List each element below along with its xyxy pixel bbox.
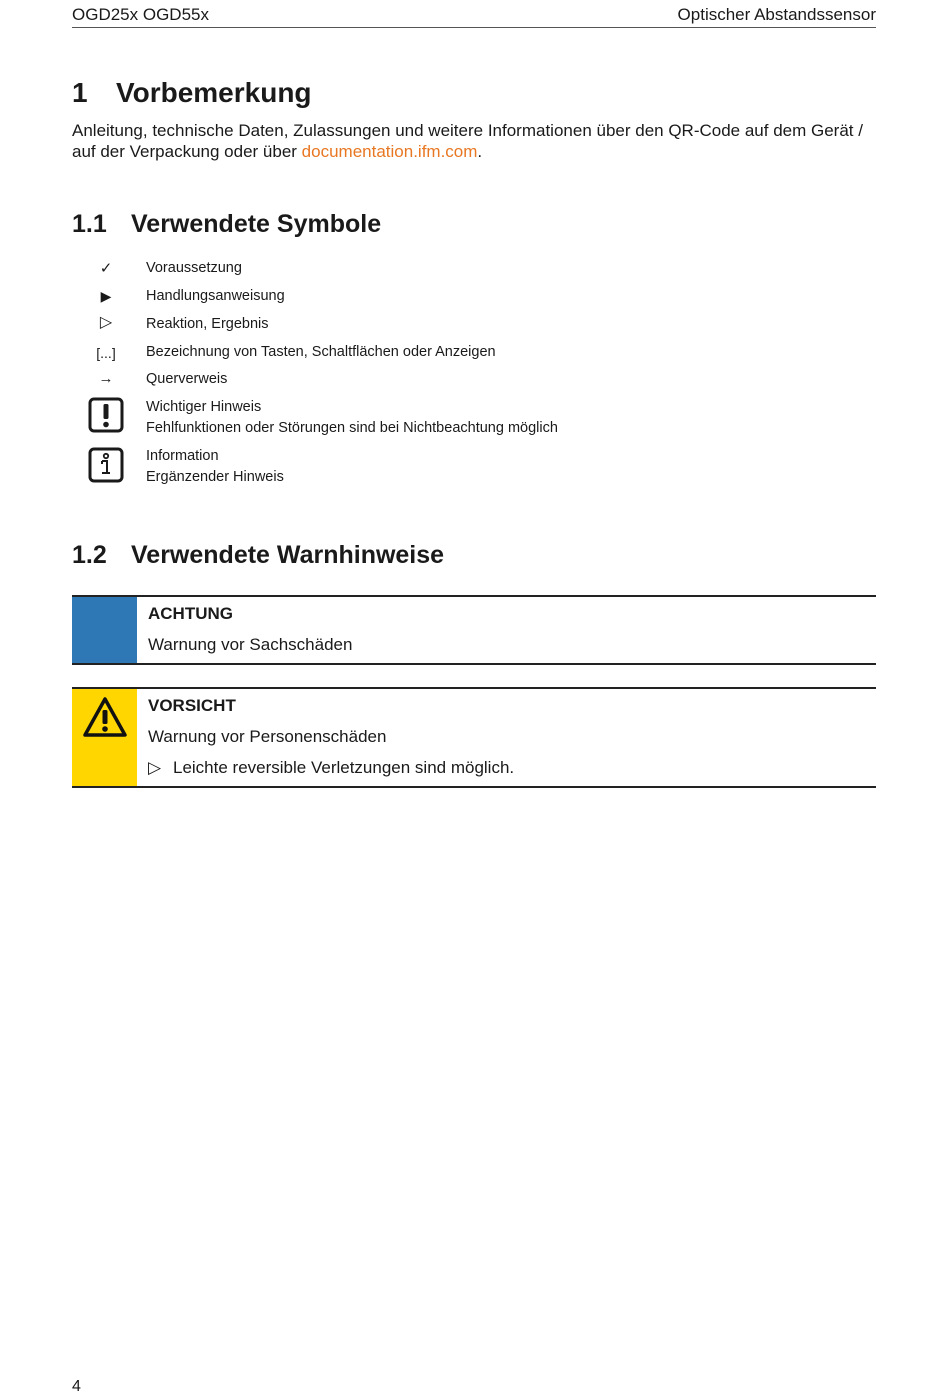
notice-description: Warnung vor Personenschäden [148, 727, 387, 746]
symbol-row-information [72, 446, 876, 488]
notice-color-bar [72, 597, 137, 663]
warning-notice-achtung [72, 595, 876, 665]
symbol-row-labels [72, 342, 876, 363]
intro-paragraph [72, 120, 876, 162]
section-1-heading [72, 76, 312, 110]
symbol-description: Information Ergänzender Hinweis [146, 448, 284, 485]
section-1-1-heading [72, 209, 381, 239]
warning-triangle-icon [82, 696, 128, 738]
page-number: 4 [72, 1378, 81, 1395]
symbol-description: Wichtiger Hinweis Fehlfunktionen oder Störungen sind bei Nichtbeachtung möglich [146, 399, 558, 436]
documentation-link[interactable]: documentation.ifm.com [301, 142, 478, 161]
play-outline-icon: ▷ [99, 314, 113, 331]
intro-text: Anleitung, technische Daten, Zulassungen und weitere Informationen über den QR-Code auf dem Gerät / auf der Verpackung oder über [72, 121, 863, 161]
play-filled-icon: ▶ [100, 288, 112, 304]
symbol-row-crossref [72, 369, 876, 390]
symbol-description: Reaktion, Ergebnis [146, 316, 269, 332]
section-1-1-number: 1.1 [72, 210, 107, 238]
symbol-description: Voraussetzung [146, 260, 242, 276]
checkmark-icon: ✓ [99, 260, 113, 277]
notice-color-bar [72, 689, 137, 786]
section-1-2-heading [72, 540, 444, 570]
info-box-icon [72, 447, 140, 488]
brackets-icon: [...] [96, 345, 116, 361]
symbol-row-result [72, 314, 876, 335]
notice-description: Warnung vor Sachschäden [148, 635, 353, 654]
notice-consequence-text: Leichte reversible Verletzungen sind möglich. [173, 758, 515, 777]
symbol-row-instruction [72, 286, 876, 307]
header-document-title: Optischer Abstandssensor [677, 5, 876, 24]
section-1-number: 1 [72, 77, 88, 108]
intro-text-end: . [477, 142, 483, 161]
section-1-1-title: Verwendete Symbole [131, 210, 382, 238]
header-product-name: OGD25x OGD55x [72, 5, 209, 24]
arrow-right-icon: → [98, 370, 114, 387]
notice-consequence [148, 758, 514, 778]
exclamation-box-icon [72, 397, 140, 438]
warning-notice-vorsicht [72, 687, 876, 788]
symbol-description: Handlungsanweisung [146, 288, 285, 304]
section-1-title: Vorbemerkung [116, 77, 312, 108]
notice-title: ACHTUNG [148, 604, 233, 623]
section-1-2-number: 1.2 [72, 541, 107, 569]
symbol-description: Querverweis [146, 371, 228, 387]
symbol-row-important [72, 397, 876, 439]
symbol-row-prerequisite [72, 258, 876, 279]
section-1-2-title: Verwendete Warnhinweise [131, 541, 445, 569]
symbol-description: Bezeichnung von Tasten, Schaltflächen oder Anzeigen [146, 344, 496, 360]
page-header [72, 4, 876, 28]
notice-title: VORSICHT [148, 696, 236, 715]
play-outline-icon: ▷ [148, 758, 162, 777]
